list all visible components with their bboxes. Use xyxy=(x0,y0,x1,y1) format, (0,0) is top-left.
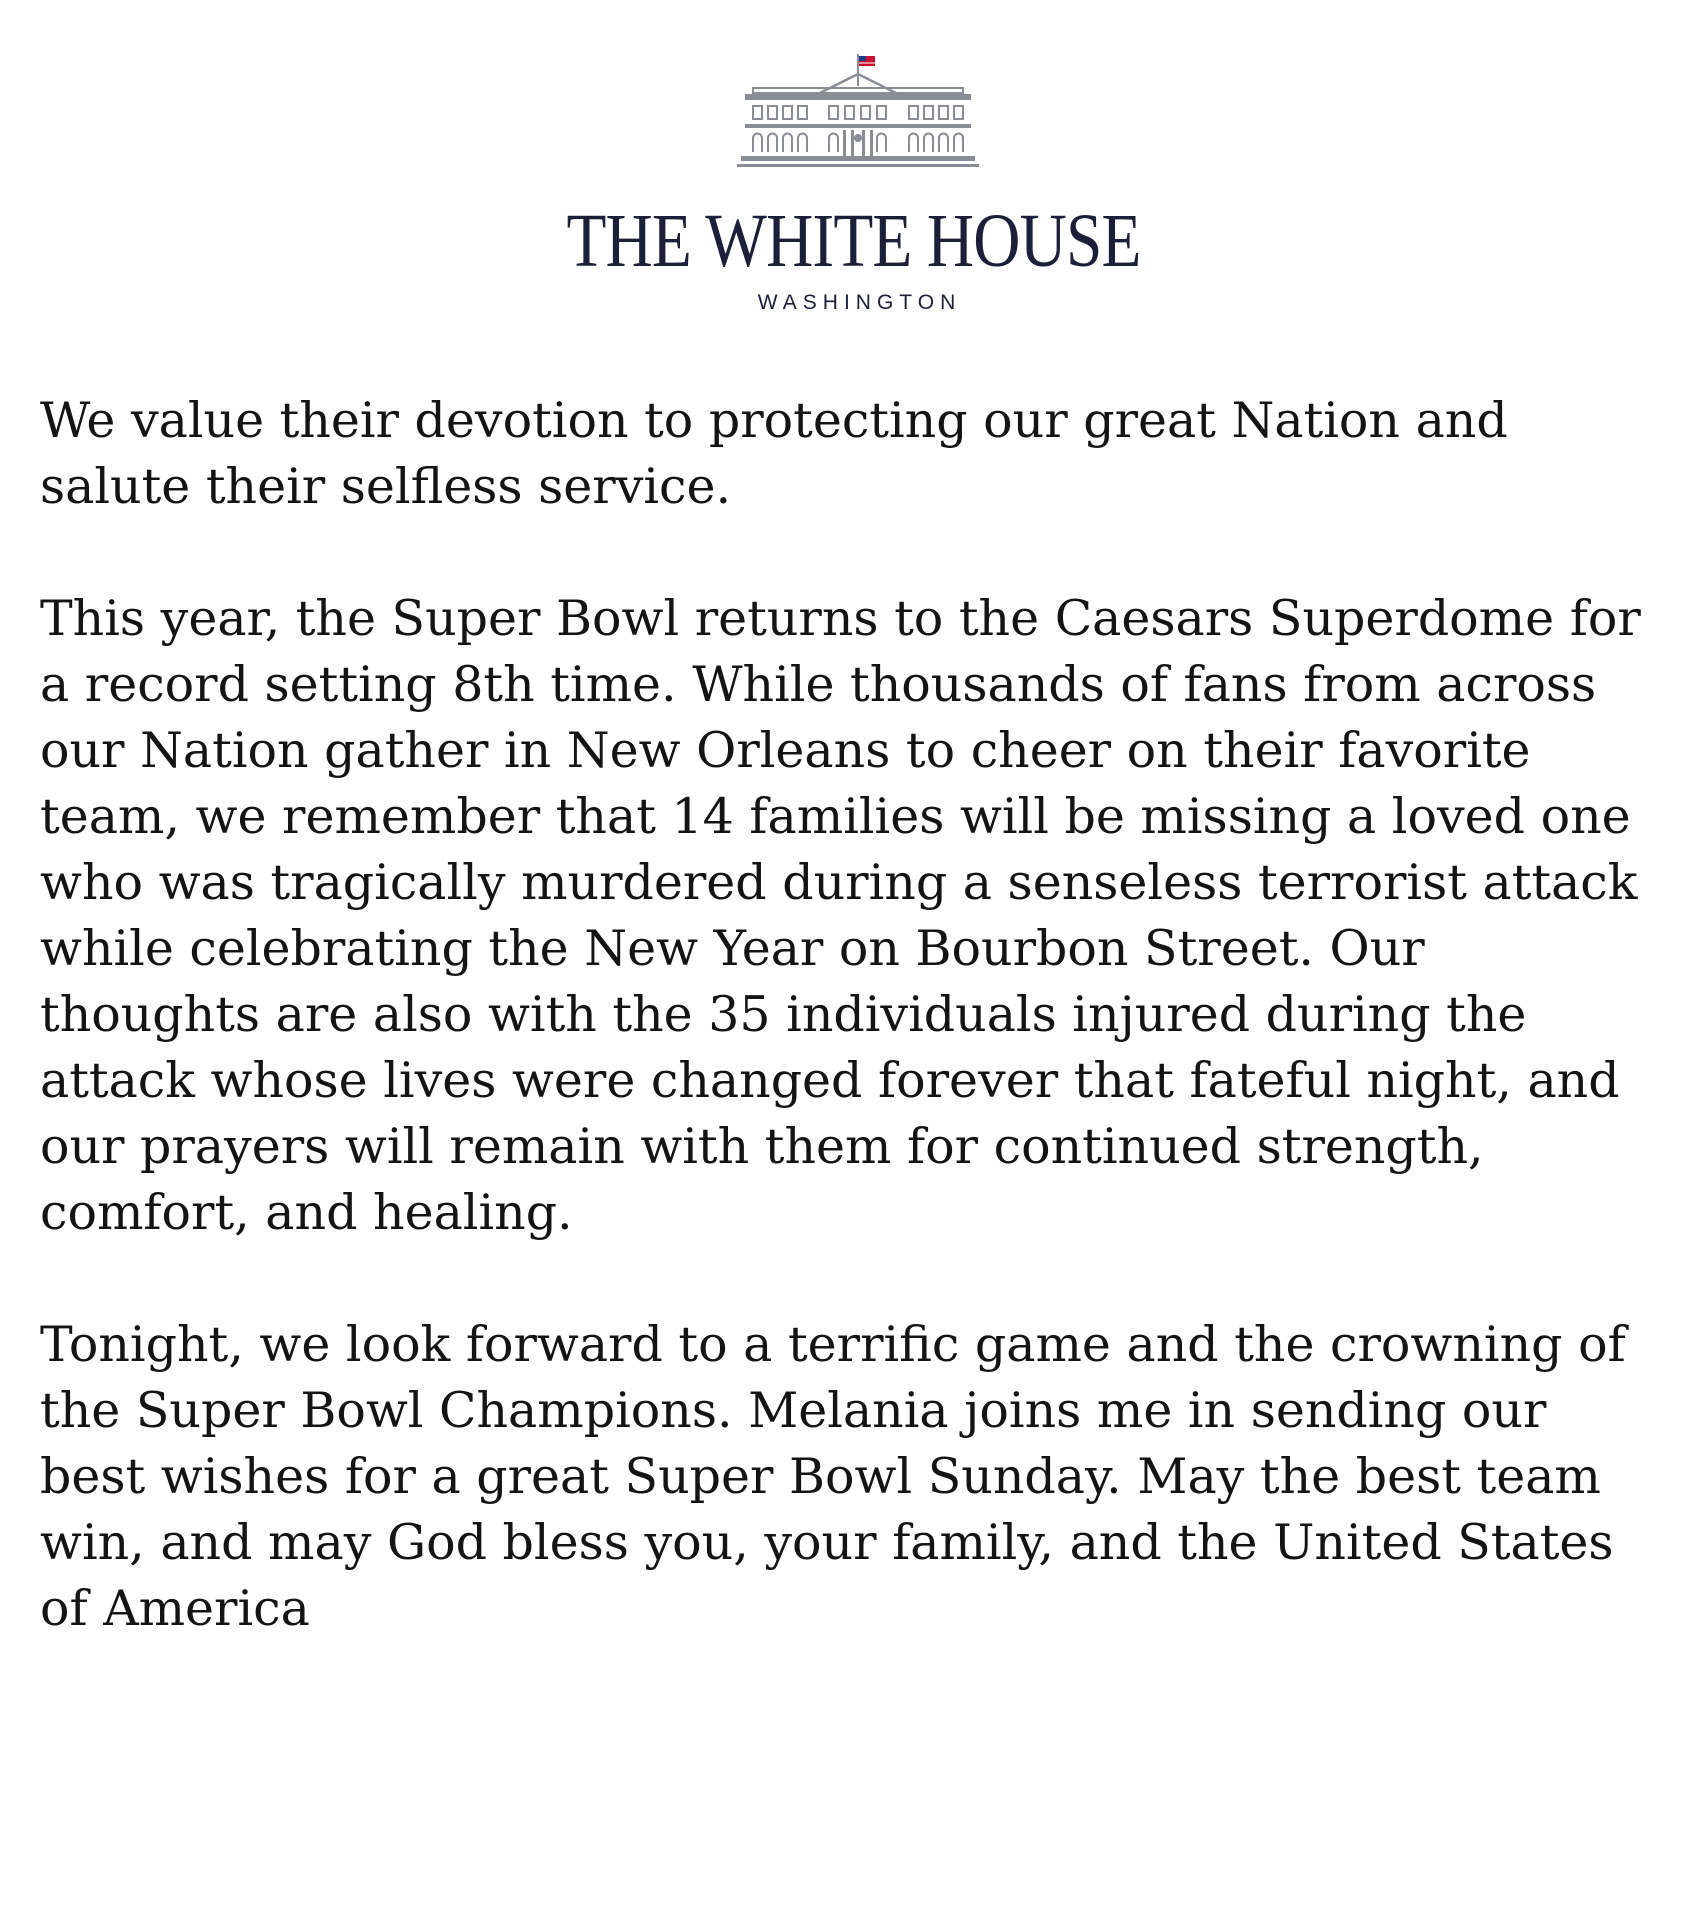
letterhead xyxy=(0,0,1707,340)
org-location: WASHINGTON xyxy=(757,291,962,314)
org-name: THE WHITE HOUSE xyxy=(566,199,1141,283)
paragraph-2: This year, the Super Bowl returns to the Caesars Superdome for a record setting 8th time. While thousands of fans from across our Nation gather in New Orleans to cheer on their favorite team, we remember that 14 families will be missing a loved one who was tragically murdered during a senseless terrorist attack while celebrating the New Year on Bourbon Street. Our thoughts are also with the 35 individuals injured during the attack whose lives were changed forever that fateful night, and our prayers will remain with them for continued strength, comfort, and healing. xyxy=(40,590,1641,1241)
white-house-building-icon xyxy=(733,52,983,174)
paragraph-1: We value their devotion to protecting our great Nation and salute their selfless service. xyxy=(40,392,1508,515)
letter-body xyxy=(40,388,1680,1708)
paragraph-3: Tonight, we look forward to a terrific game and the crowning of the Super Bowl Champions. Melania joins me in sending our best wishes for a great Super Bowl Sunday. May the best team win, and may God bless you, your family, and the United States of America xyxy=(40,1316,1626,1637)
